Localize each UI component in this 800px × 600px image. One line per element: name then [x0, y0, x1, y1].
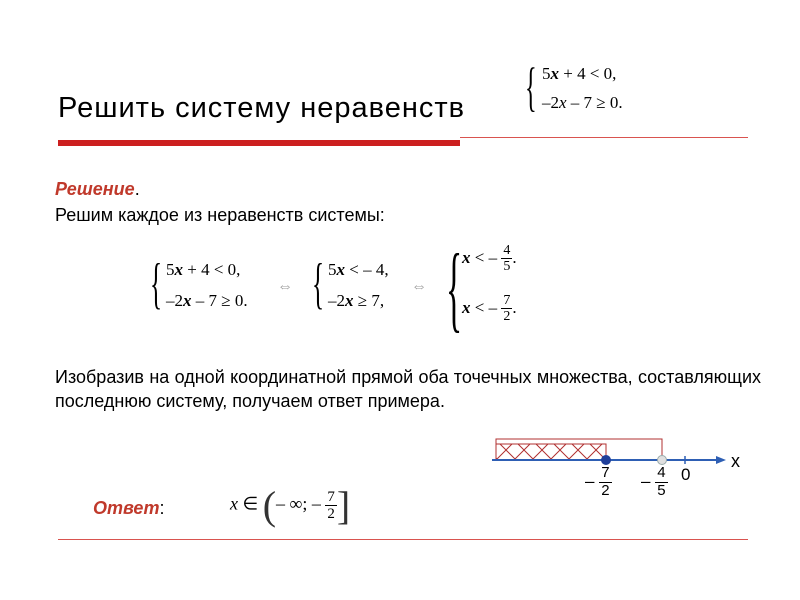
- system-3-brace: {: [446, 234, 463, 341]
- slide-title: Решить систему неравенств: [58, 92, 466, 124]
- answer-label: Ответ:: [93, 498, 165, 518]
- axis-arrow: [716, 456, 726, 464]
- solution-step-text: Решим каждое из неравенств системы:: [55, 205, 385, 225]
- tick-label-minus-7-2: – $\frac{7}{2}$: [585, 464, 610, 499]
- system-2-line2: –2x ≥ 7,: [328, 291, 385, 310]
- explanation-paragraph: Изобразив на одной координатной прямой оба точечных множества, составляющих последнюю систему, получаем ответ примера.: [55, 367, 761, 411]
- equivalence-symbol-1: ⇔: [277, 278, 293, 295]
- system-3-line2: x < – $\frac{7}{2}$ .: [462, 293, 517, 325]
- system-brace: {: [525, 57, 537, 117]
- system-1-line2: –2x – 7 ≥ 0.: [166, 291, 248, 310]
- axis-label-zero: 0: [681, 465, 691, 484]
- bottom-rule: [58, 539, 748, 540]
- hatch-region-x-lt-7-2: [496, 444, 606, 460]
- number-line-diagram: [488, 432, 758, 512]
- axis-label-x: x: [731, 451, 740, 471]
- system-3-line1: x < – $\frac{4}{5}$ .: [462, 243, 517, 275]
- title-underline-rule: [460, 137, 748, 138]
- system-2-brace: {: [312, 253, 325, 315]
- system-2-line1: 5x < – 4,: [328, 260, 389, 279]
- answer-expression: x ∈ (– ∞; – $\frac{7}{2}$ ]: [230, 483, 351, 528]
- solution-heading: Решение.: [55, 179, 140, 199]
- system-1-brace: {: [150, 253, 163, 315]
- equivalence-symbol-2: ⇔: [411, 278, 427, 295]
- system-1-line1: 5x + 4 < 0,: [166, 260, 241, 279]
- system-top-line2: –2x – 7 ≥ 0.: [542, 93, 623, 112]
- title-underline-accent: [58, 140, 460, 146]
- system-top-line1: 5x + 4 < 0,: [542, 64, 617, 83]
- tick-label-minus-4-5: – $\frac{4}{5}$: [641, 464, 666, 499]
